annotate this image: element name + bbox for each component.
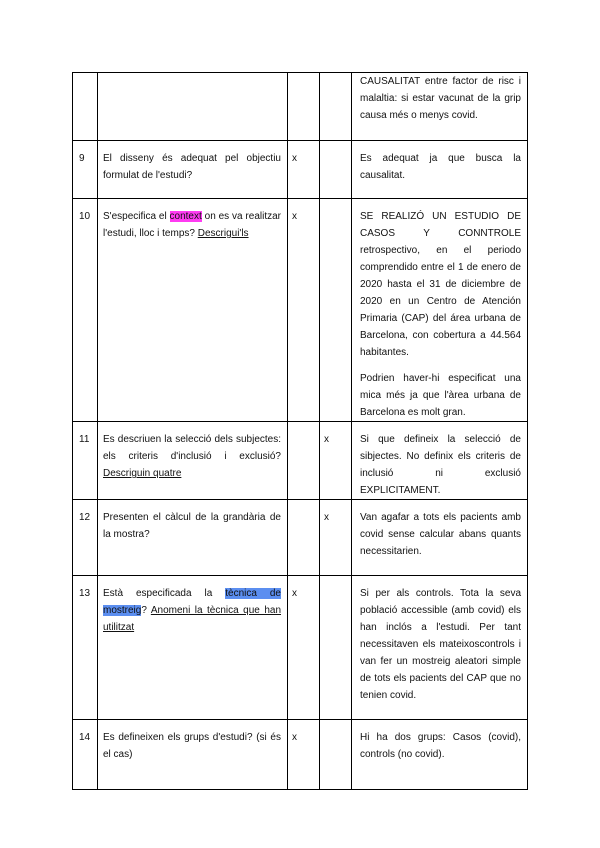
row-question [98, 576, 288, 720]
question-text: Està especificada la [103, 588, 226, 599]
row-number [73, 73, 98, 141]
answer-paragraph: Van agafar a tots els pacients amb covid sense calcular abans quants necessitarien. [360, 512, 521, 557]
row-question: Presenten el càlcul de la grandària de la mostra? [98, 500, 288, 576]
no-mark [320, 73, 352, 141]
answer-paragraph: Es adequat ja que busca la causalitat. [360, 153, 521, 181]
yes-mark: x [288, 141, 320, 199]
row-number: 11 [73, 422, 98, 500]
highlight-context: context [169, 211, 202, 222]
underlined-instruction: Descriguin quatre [103, 468, 182, 479]
row-number: 13 [73, 576, 98, 720]
underlined-instruction: Anomeni la tècnica que han utilitzat [103, 605, 281, 633]
row-number: 14 [73, 720, 98, 790]
no-mark [320, 199, 352, 422]
row-number: 12 [73, 500, 98, 576]
row-question [98, 73, 288, 141]
row-number: 9 [73, 141, 98, 199]
yes-mark: x [288, 576, 320, 720]
row-answer [352, 199, 528, 422]
question-text: ? [141, 605, 151, 616]
table-row [73, 720, 528, 790]
answer-paragraph: CAUSALITAT entre factor de risc i malaltia: si estar vacunat de la grip causa més o menys covid. [360, 76, 521, 121]
no-mark [320, 720, 352, 790]
yes-mark: x [288, 720, 320, 790]
yes-mark [288, 500, 320, 576]
table-row [73, 199, 528, 422]
table-row [73, 141, 528, 199]
row-answer [352, 73, 528, 141]
row-question [98, 422, 288, 500]
no-mark: x [320, 500, 352, 576]
evaluation-table [72, 72, 528, 790]
row-number: 10 [73, 199, 98, 422]
yes-mark [288, 422, 320, 500]
question-text: Es descriuen la selecció dels subjectes: els criteris d'inclusió i exclusió? [103, 434, 281, 462]
answer-paragraph: Hi ha dos grups: Casos (covid), controls (no covid). [360, 732, 521, 760]
row-answer [352, 422, 528, 500]
row-answer [352, 500, 528, 576]
row-answer [352, 141, 528, 199]
row-answer [352, 720, 528, 790]
question-text: S'especifica el [103, 211, 170, 222]
row-answer [352, 576, 528, 720]
answer-paragraph: Podrien haver-hi especificat una mica més ja que l'àrea urbana de Barcelona es molt gran. [360, 373, 521, 418]
yes-mark [288, 73, 320, 141]
table-row [73, 422, 528, 500]
answer-paragraph: SE REALIZÓ UN ESTUDIO DE CASOS Y CONNTROLE retrospectivo, en el periodo comprendido entre el 1 de enero de 2020 hasta el 31 de diciembre de 2020 en un Centro de Atención Primaria (CAP) del área urbana de Barcelona, con cobertura a 44.564 habitantes. [360, 211, 521, 358]
row-question [98, 199, 288, 422]
no-mark: x [320, 422, 352, 500]
answer-paragraph: Si que defineix la selecció de sibjectes. No definix els criteris de inclusió ni exclusió EXPLICITAMENT. [360, 434, 521, 496]
no-mark [320, 141, 352, 199]
highlight-sampling: tècnica de mostreig [103, 588, 281, 616]
row-question: Es defineixen els grups d'estudi? (si és el cas) [98, 720, 288, 790]
row-question: El disseny és adequat pel objectiu formulat de l'estudi? [98, 141, 288, 199]
no-mark [320, 576, 352, 720]
table-row [73, 500, 528, 576]
underlined-instruction: Descrigui'ls [197, 228, 249, 239]
table-row [73, 73, 528, 141]
answer-paragraph: Si per als controls. Tota la seva població accessible (amb covid) els han inclós a l'estudi. Per tant necessitaven els mateixoscontrols i van fer un mostreig aleatori simple de tots els pacients del CAP que no tenien covid. [360, 588, 521, 701]
question-text: on es va realitzar l'estudi, lloc i temps? [103, 211, 281, 239]
table-row [73, 576, 528, 720]
yes-mark: x [288, 199, 320, 422]
